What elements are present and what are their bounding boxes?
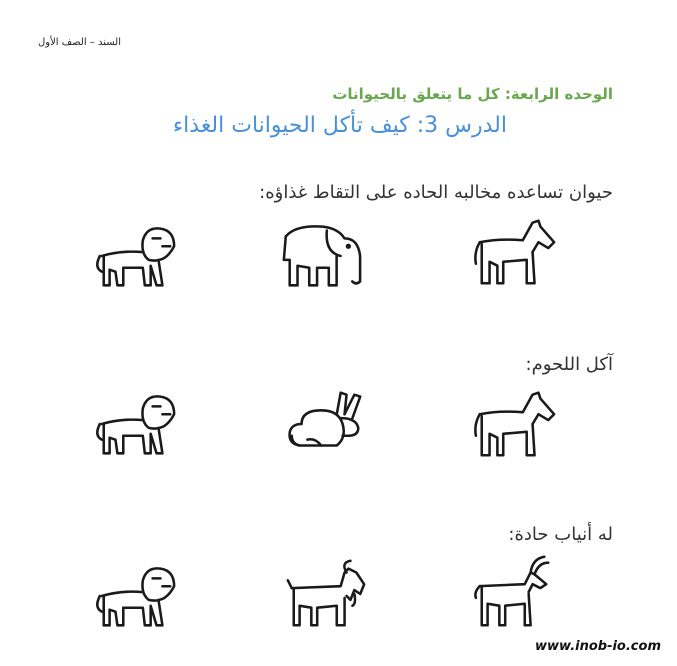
elephant-icon[interactable] — [276, 216, 364, 296]
rabbit-icon[interactable] — [282, 384, 370, 464]
lion-icon[interactable] — [92, 556, 180, 636]
horse-icon[interactable] — [470, 384, 558, 464]
watermark: www.inob-io.com — [535, 639, 661, 654]
header-note: السند – الصف الأول — [38, 37, 121, 48]
question-2: آكل اللحوم: — [525, 354, 613, 375]
goat-icon[interactable] — [282, 554, 370, 634]
question-1: حيوان تساعده مخالبه الحاده على التقاط غذاؤه: — [259, 182, 613, 203]
lion-icon[interactable] — [92, 216, 180, 296]
gazelle-icon[interactable] — [470, 552, 558, 632]
horse-icon[interactable] — [470, 212, 558, 292]
question-3: له أنياب حادة: — [508, 524, 613, 545]
unit-title: الوحده الرابعة: كل ما يتعلق بالحيوانات — [332, 85, 613, 103]
lesson-title: الدرس 3: كيف تأكل الحيوانات الغذاء — [172, 113, 507, 138]
lion-icon[interactable] — [92, 384, 180, 464]
